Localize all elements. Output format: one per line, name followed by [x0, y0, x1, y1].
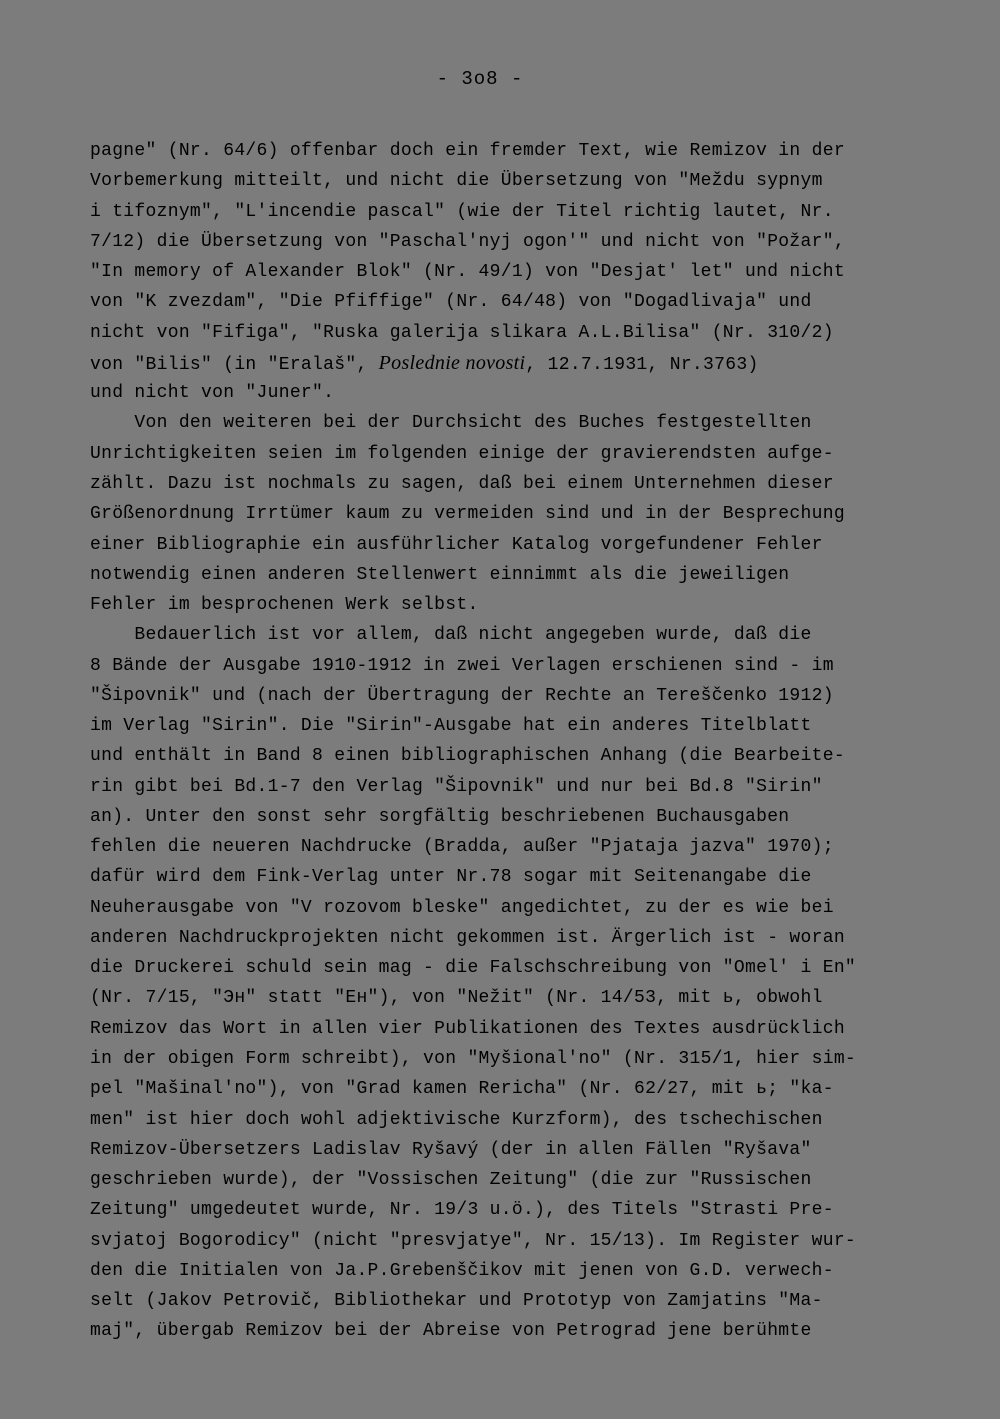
- text-segment: , 12.7.1931, Nr.3763): [525, 355, 759, 375]
- text-line: 7/12) die Übersetzung von "Paschal'nyj ogon'" und nicht von "Požar",: [90, 232, 845, 252]
- text-line: pagne" (Nr. 64/6) offenbar doch ein fremder Text, wie Remizov in der: [90, 141, 845, 161]
- text-line: Vorbemerkung mitteilt, und nicht die Übersetzung von "Meždu sypnym: [90, 171, 823, 191]
- text-line: "Šipovnik" und (nach der Übertragung der Rechte an Tereščenko 1912): [90, 686, 834, 706]
- text-segment: von "Bilis" (in "Eralaš",: [90, 355, 379, 375]
- text-line: dafür wird dem Fink-Verlag unter Nr.78 sogar mit Seitenangabe die: [90, 867, 812, 887]
- text-line: und enthält in Band 8 einen bibliographischen Anhang (die Bearbeite-: [90, 746, 845, 766]
- text-line: an). Unter den sonst sehr sorgfältig beschriebenen Buchausgaben: [90, 807, 790, 827]
- text-line: svjatoj Bogorodicy" (nicht "presvjatye", Nr. 15/13). Im Register wur-: [90, 1231, 857, 1251]
- text-line: Zeitung" umgedeutet wurde, Nr. 19/3 u.ö.), des Titels "Strasti Pre-: [90, 1200, 834, 1220]
- text-line: einer Bibliographie ein ausführlicher Katalog vorgefundener Fehler: [90, 535, 823, 555]
- text-line: (Nr. 7/15, "Эн" statt "Ен"), von "Nežit" (Nr. 14/53, mit ь, obwohl: [90, 988, 823, 1008]
- text-line: anderen Nachdruckprojekten nicht gekommen ist. Ärgerlich ist - woran: [90, 928, 845, 948]
- text-line: 8 Bände der Ausgabe 1910-1912 in zwei Verlagen erschienen sind - im: [90, 656, 834, 676]
- text-line: zählt. Dazu ist nochmals zu sagen, daß bei einem Unternehmen dieser: [90, 474, 834, 494]
- text-line: Unrichtigkeiten seien im folgenden einige der gravierendsten aufge-: [90, 444, 834, 464]
- text-line: Bedauerlich ist vor allem, daß nicht angegeben wurde, daß die: [90, 625, 812, 645]
- text-line: pel "Mašinal'no"), von "Grad kamen Rericha" (Nr. 62/27, mit ь; "ka-: [90, 1079, 834, 1099]
- text-line: notwendig einen anderen Stellenwert einnimmt als die jeweiligen: [90, 565, 790, 585]
- text-line: in der obigen Form schreibt), von "Myšional'no" (Nr. 315/1, hier sim-: [90, 1049, 857, 1069]
- text-line: den die Initialen von Ja.P.Grebenščikov mit jenen von G.D. verwech-: [90, 1261, 834, 1281]
- text-line: Remizov das Wort in allen vier Publikationen des Textes ausdrücklich: [90, 1019, 845, 1039]
- text-line: im Verlag "Sirin". Die "Sirin"-Ausgabe hat ein anderes Titelblatt: [90, 716, 812, 736]
- text-line: geschrieben wurde), der "Vossischen Zeitung" (die zur "Russischen: [90, 1170, 812, 1190]
- page-number: - 3o8 -: [436, 68, 524, 90]
- text-line-with-italic: [90, 348, 759, 378]
- text-line: i tifoznym", "L'incendie pascal" (wie der Titel richtig lautet, Nr.: [90, 202, 834, 222]
- text-line: fehlen die neueren Nachdrucke (Bradda, außer "Pjataja jazva" 1970);: [90, 837, 834, 857]
- text-line: Fehler im besprochenen Werk selbst.: [90, 595, 479, 615]
- text-line: "In memory of Alexander Blok" (Nr. 49/1) von "Desjat' let" und nicht: [90, 262, 845, 282]
- text-line: und nicht von "Juner".: [90, 383, 335, 403]
- text-line: von "K zvezdam", "Die Pfiffige" (Nr. 64/48) von "Dogadlivaja" und: [90, 292, 812, 312]
- text-line: rin gibt bei Bd.1-7 den Verlag "Šipovnik" und nur bei Bd.8 "Sirin": [90, 777, 823, 797]
- text-line: Remizov-Übersetzers Ladislav Ryšavý (der in allen Fällen "Ryšava": [90, 1140, 812, 1160]
- text-line: nicht von "Fifiga", "Ruska galerija slikara A.L.Bilisa" (Nr. 310/2): [90, 323, 834, 343]
- text-line: men" ist hier doch wohl adjektivische Kurzform), des tschechischen: [90, 1110, 823, 1130]
- italic-title: Poslednie novosti: [378, 352, 526, 374]
- text-line: Von den weiteren bei der Durchsicht des Buches festgestellten: [90, 413, 812, 433]
- text-line: die Druckerei schuld sein mag - die Falschschreibung von "Omel' i En": [90, 958, 857, 978]
- text-line: maj", übergab Remizov bei der Abreise von Petrograd jene berühmte: [90, 1321, 812, 1341]
- text-line: Neuherausgabe von "V rozovom bleske" angedichtet, zu der es wie bei: [90, 898, 834, 918]
- text-line: Größenordnung Irrtümer kaum zu vermeiden sind und in der Besprechung: [90, 504, 845, 524]
- text-line: selt (Jakov Petrovič, Bibliothekar und Prototyp von Zamjatins "Ma-: [90, 1291, 823, 1311]
